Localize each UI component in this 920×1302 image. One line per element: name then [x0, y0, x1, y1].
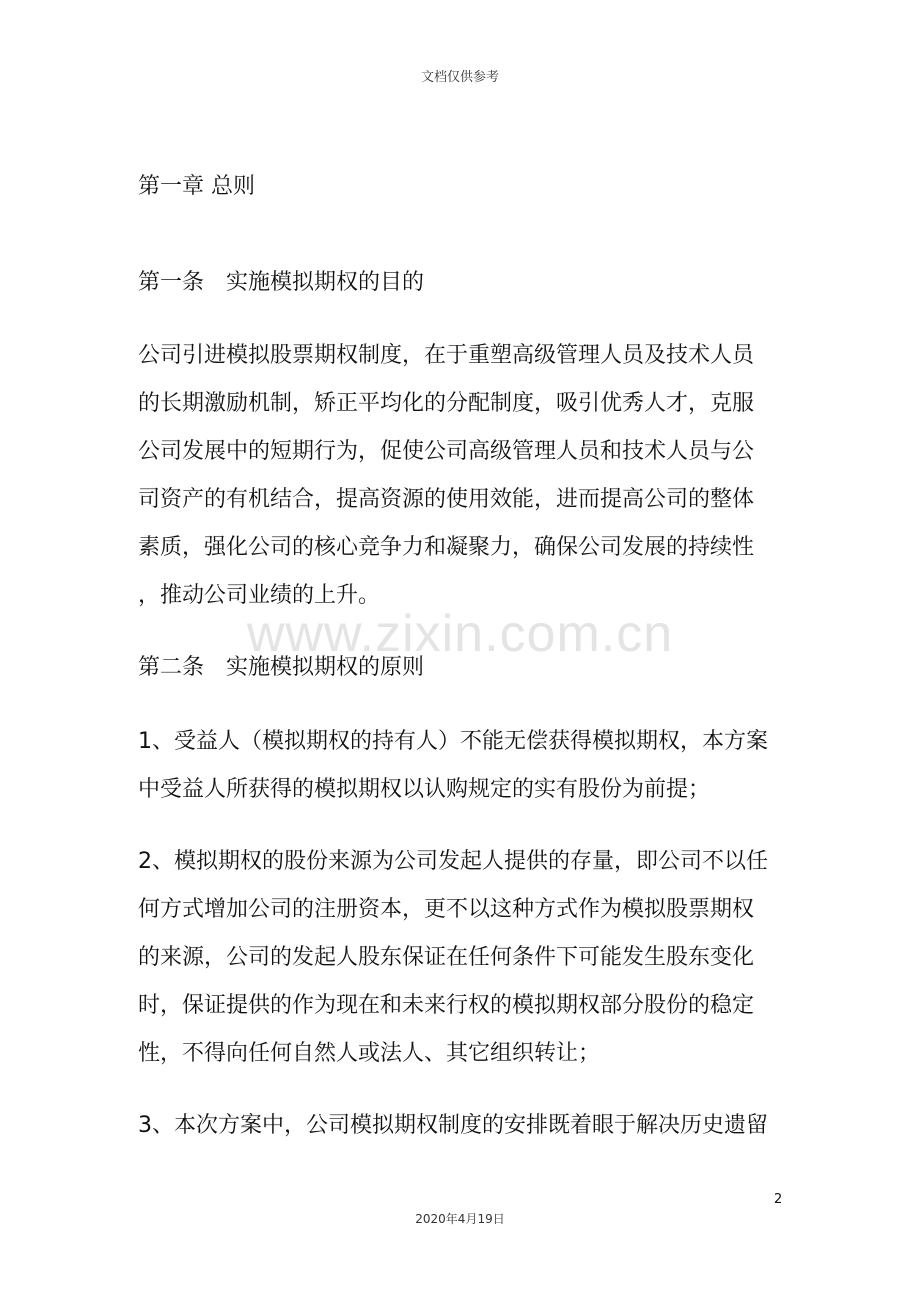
article-1-heading: 第一条 实施模拟期权的目的 — [138, 270, 425, 295]
article-1-line: ，推动公司业绩的上升。 — [138, 583, 381, 608]
article-1-line: 公司引进模拟股票期权制度，在于重塑高级管理人员及技术人员 — [138, 343, 755, 368]
article-2-item-1-line: 中受益人所获得的模拟期权以认购规定的实有股份为前提； — [138, 777, 711, 802]
article-1-line: 的长期激励机制，矫正平均化的分配制度，吸引优秀人才，克服 — [138, 391, 755, 416]
article-2-item-1-line: 1、受益人（模拟期权的持有人）不能无偿获得模拟期权，本方案 — [138, 729, 768, 754]
article-2-item-2-line: 的来源，公司的发起人股东保证在任何条件下可能发生股东变化 — [138, 945, 755, 970]
page-footer-date: 2020年4月19日 — [415, 1212, 505, 1226]
article-1-line: 素质，强化公司的核心竞争力和凝聚力，确保公司发展的持续性 — [138, 535, 755, 560]
page-number: 2 — [774, 1192, 783, 1207]
article-2-item-2-line: 性，不得向任何自然人或法人、其它组织转让； — [138, 1041, 601, 1066]
page-header: 文档仅供参考 — [420, 70, 499, 85]
article-1-line: 司资产的有机结合，提高资源的使用效能，进而提高公司的整体 — [138, 487, 755, 512]
article-2-item-3-line: 3、本次方案中，公司模拟期权制度的安排既着眼于解决历史遗留 — [138, 1113, 768, 1138]
article-2-heading: 第二条 实施模拟期权的原则 — [138, 655, 425, 680]
article-1-line: 公司发展中的短期行为，促使公司高级管理人员和技术人员与公 — [138, 439, 755, 464]
watermark: www.zixin.com.cn — [246, 605, 674, 663]
article-2-item-2-line: 时，保证提供的作为现在和未来行权的模拟期权部分股份的稳定 — [138, 993, 755, 1018]
article-2-item-2-line: 2、模拟期权的股份来源为公司发起人提供的存量，即公司不以任 — [138, 849, 768, 874]
chapter-title: 第一章 总则 — [138, 174, 255, 199]
article-2-item-2-line: 何方式增加公司的注册资本，更不以这种方式作为模拟股票期权 — [138, 897, 755, 922]
